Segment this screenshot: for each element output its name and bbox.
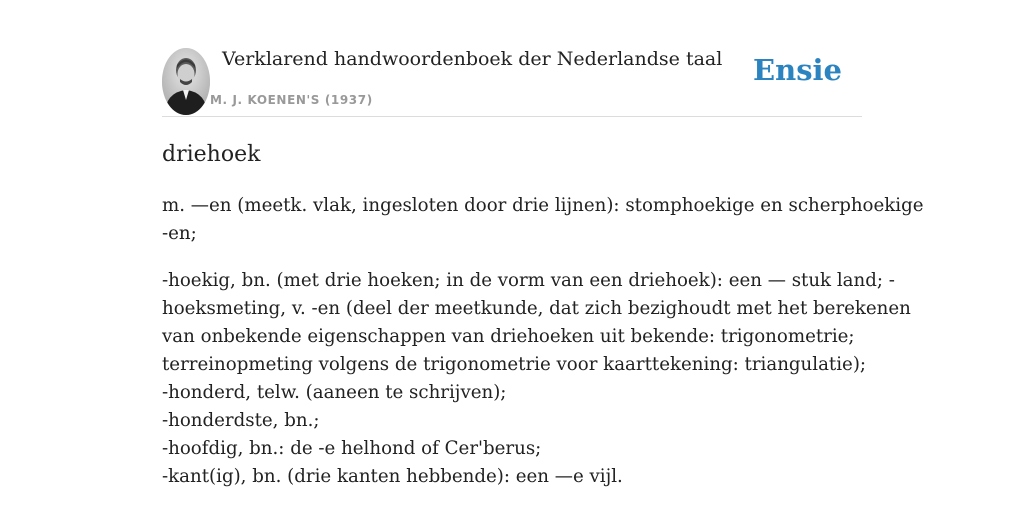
definition-paragraph-2 [162, 267, 911, 491]
definition-line: hoeksmeting, v. -en (deel der meetkunde, dat zich bezighoudt met het berekenen [162, 298, 911, 319]
dictionary-author: M. J. KOENEN'S (1937) [210, 93, 373, 107]
definition-line: -honderdste, bn.; [162, 410, 320, 431]
definition-line: -hoekig, bn. (met drie hoeken; in de vorm van een driehoek): een — stuk land; - [162, 270, 895, 291]
ensie-logo-link[interactable]: Ensie [753, 53, 842, 87]
portrait-image [162, 48, 210, 115]
dictionary-title: Verklarend handwoordenboek der Nederlandse taal [222, 48, 723, 70]
entry-headword: driehoek [162, 142, 261, 167]
dictionary-header [162, 46, 862, 117]
definition-paragraph-1 [162, 192, 924, 248]
definition-line: m. —en (meetk. vlak, ingesloten door drie lijnen): stomphoekige en scherphoekige [162, 195, 924, 216]
entry-definition [162, 192, 924, 510]
definition-line: van onbekende eigenschappen van driehoeken uit bekende: trigonometrie; [162, 326, 855, 347]
definition-line: -en; [162, 223, 197, 244]
definition-line: terreinopmeting volgens de trigonometrie voor kaarttekening: triangulatie); [162, 354, 867, 375]
definition-line: -hoofdig, bn.: de -e helhond of Cer'berus; [162, 438, 542, 459]
definition-line: -kant(ig), bn. (drie kanten hebbende): een —e vijl. [162, 466, 623, 487]
author-portrait [162, 48, 210, 115]
definition-line: -honderd, telw. (aaneen te schrijven); [162, 382, 507, 403]
